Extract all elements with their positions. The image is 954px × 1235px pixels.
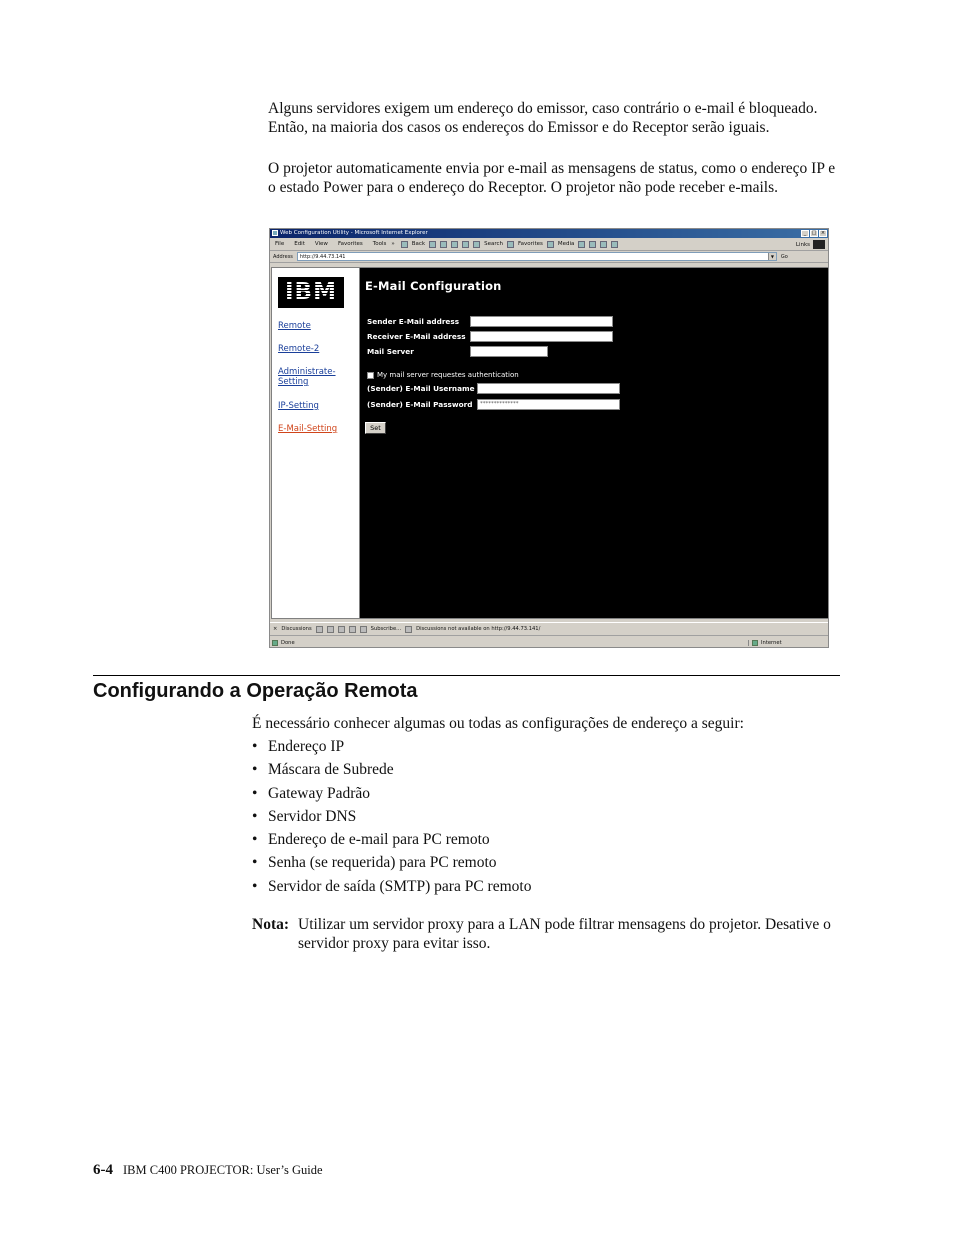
intro-paragraph-1: Alguns servidores exigem um endereço do emissor, caso contrário o e-mail é bloqueado. Então, na maioria dos casos os endereços do Emissor e do Receptor serão iguais. bbox=[268, 100, 818, 136]
guide-title: IBM C400 PROJECTOR: User’s Guide bbox=[123, 1163, 323, 1177]
discussions-button[interactable]: Discussions bbox=[281, 626, 312, 632]
auth-checkbox[interactable] bbox=[367, 372, 374, 379]
page-number: 6-4 bbox=[93, 1162, 113, 1178]
bullet-symbol: • bbox=[252, 831, 258, 849]
list-item bbox=[252, 853, 531, 876]
sidebar-item-email-setting[interactable]: E-Mail-Setting bbox=[278, 424, 338, 434]
discussion-message: Discussions not available on http://9.44.73.141/ bbox=[416, 626, 541, 632]
auth-label: My mail server requestes authentication bbox=[377, 371, 519, 379]
menu-file[interactable]: File bbox=[275, 241, 285, 247]
page-icon bbox=[272, 640, 278, 646]
bullet-symbol: • bbox=[252, 761, 258, 779]
ibm-logo bbox=[278, 277, 344, 308]
password-label: (Sender) E-Mail Password bbox=[367, 400, 473, 409]
media-icon[interactable] bbox=[547, 241, 554, 248]
intro-paragraph-2: O projetor automaticamente envia por e-mail as mensagens de status, como o endereço IP e o estado Power para o endereço do Receptor. O projetor não pode receber e-mails. bbox=[268, 160, 836, 196]
chevron-down-icon[interactable]: ▼ bbox=[768, 253, 776, 260]
print-icon[interactable] bbox=[600, 241, 607, 248]
sidebar-item-remote[interactable]: Remote bbox=[278, 321, 311, 331]
window-title: Web Configuration Utility - Microsoft Internet Explorer bbox=[280, 230, 428, 236]
list-item bbox=[252, 760, 531, 783]
history-icon[interactable] bbox=[578, 241, 585, 248]
media-button[interactable]: Media bbox=[557, 241, 575, 247]
list-item-text: Máscara de Subrede bbox=[268, 761, 394, 779]
subscribe-icon[interactable] bbox=[360, 626, 367, 633]
window-titlebar bbox=[270, 229, 828, 238]
discussion-icon[interactable] bbox=[338, 626, 345, 633]
list-item bbox=[252, 877, 531, 900]
username-input[interactable] bbox=[477, 383, 620, 394]
edit-icon[interactable] bbox=[611, 241, 618, 248]
ie-icon bbox=[272, 230, 278, 236]
sender-label: Sender E-Mail address bbox=[367, 317, 460, 326]
sidebar-item-administrate-setting[interactable]: Administrate-Setting bbox=[278, 367, 336, 387]
list-item bbox=[252, 784, 531, 807]
discussion-icon[interactable] bbox=[316, 626, 323, 633]
note-label: Nota: bbox=[252, 916, 290, 933]
sender-email-input[interactable] bbox=[470, 316, 613, 327]
address-bar bbox=[270, 251, 828, 263]
list-item-text: Senha (se requerida) para PC remoto bbox=[268, 854, 497, 872]
mail-server-label: Mail Server bbox=[367, 347, 414, 356]
maximize-icon[interactable]: □ bbox=[811, 230, 817, 236]
sidebar-item-remote-2[interactable]: Remote-2 bbox=[278, 344, 320, 354]
warning-icon bbox=[405, 626, 412, 633]
close-icon[interactable]: × bbox=[820, 230, 826, 236]
section-intro: É necessário conhecer algumas ou todas as configurações de endereço a seguir: bbox=[252, 715, 744, 732]
page-content bbox=[271, 267, 829, 619]
list-item-text: Gateway Padrão bbox=[268, 784, 370, 802]
sidebar bbox=[272, 268, 360, 618]
bullet-symbol: • bbox=[252, 807, 258, 825]
stop-icon[interactable] bbox=[440, 241, 447, 248]
auth-row bbox=[367, 371, 519, 379]
browser-screenshot bbox=[269, 228, 829, 648]
list-item-text: Servidor DNS bbox=[268, 807, 357, 825]
list-item bbox=[252, 830, 531, 853]
status-zone: Internet bbox=[761, 639, 782, 646]
search-icon[interactable] bbox=[473, 241, 480, 248]
menu-bar bbox=[270, 238, 828, 251]
links-button[interactable]: Links bbox=[795, 241, 810, 248]
mail-icon[interactable] bbox=[589, 241, 596, 248]
receiver-email-input[interactable] bbox=[470, 331, 613, 342]
favorites-icon[interactable] bbox=[507, 241, 514, 248]
bullet-symbol: • bbox=[252, 738, 258, 755]
address-input[interactable] bbox=[297, 252, 777, 261]
discussion-icon[interactable] bbox=[349, 626, 356, 633]
sidebar-item-ip-setting[interactable]: IP-Setting bbox=[278, 401, 319, 411]
menu-edit[interactable]: Edit bbox=[294, 241, 305, 247]
note bbox=[252, 915, 842, 953]
close-icon[interactable]: × bbox=[273, 626, 278, 632]
list-item-text: Servidor de saída (SMTP) para PC remoto bbox=[268, 877, 532, 895]
back-arrow-icon[interactable] bbox=[401, 241, 408, 248]
mail-server-input[interactable] bbox=[470, 346, 548, 357]
windows-logo-icon bbox=[813, 240, 825, 249]
minimize-icon[interactable]: _ bbox=[801, 230, 809, 237]
menu-favorites[interactable]: Favorites bbox=[337, 241, 363, 247]
bullet-symbol: • bbox=[252, 784, 258, 802]
password-input[interactable]: ************** bbox=[477, 399, 620, 410]
search-button[interactable]: Search bbox=[484, 241, 503, 247]
address-label: Address bbox=[273, 253, 293, 260]
bullet-symbol: • bbox=[252, 877, 258, 895]
email-config-panel bbox=[360, 268, 828, 618]
forward-arrow-icon[interactable] bbox=[429, 241, 436, 248]
page-title: E-Mail Configuration bbox=[365, 279, 502, 293]
home-icon[interactable] bbox=[462, 241, 469, 248]
list-item-text: Endereço de e-mail para PC remoto bbox=[268, 831, 490, 849]
globe-icon bbox=[752, 640, 758, 646]
bullet-symbol: • bbox=[252, 854, 258, 872]
set-button[interactable]: Set bbox=[365, 422, 386, 434]
status-done: Done bbox=[281, 639, 295, 646]
menu-view[interactable]: View bbox=[314, 241, 328, 247]
username-label: (Sender) E-Mail Username bbox=[367, 384, 475, 393]
requirements-list bbox=[252, 737, 531, 900]
list-item bbox=[252, 807, 531, 830]
status-bar bbox=[270, 637, 828, 648]
address-value: http://9.44.73.141 bbox=[299, 254, 346, 260]
section-divider bbox=[93, 675, 840, 676]
refresh-icon[interactable] bbox=[451, 241, 458, 248]
back-button[interactable]: Back bbox=[411, 241, 426, 247]
go-button[interactable]: Go bbox=[780, 253, 788, 260]
menu-tools[interactable]: Tools bbox=[372, 241, 387, 247]
receiver-label: Receiver E-Mail address bbox=[367, 332, 466, 341]
chevron-right-icon[interactable]: » bbox=[391, 241, 395, 247]
list-item bbox=[252, 737, 531, 760]
note-text: Utilizar um servidor proxy para a LAN pode filtrar mensagens do projetor. Desative o servidor proxy para evitar isso. bbox=[298, 916, 831, 952]
subscribe-button[interactable]: Subscribe... bbox=[370, 626, 402, 632]
discussion-icon[interactable] bbox=[327, 626, 334, 633]
page-footer bbox=[93, 1162, 323, 1179]
logo-text: IBM bbox=[285, 279, 337, 305]
discussions-bar bbox=[270, 622, 828, 636]
favorites-button[interactable]: Favorites bbox=[518, 241, 543, 247]
list-item-text: Endereço IP bbox=[268, 738, 345, 755]
section-heading: Configurando a Operação Remota bbox=[93, 680, 418, 702]
